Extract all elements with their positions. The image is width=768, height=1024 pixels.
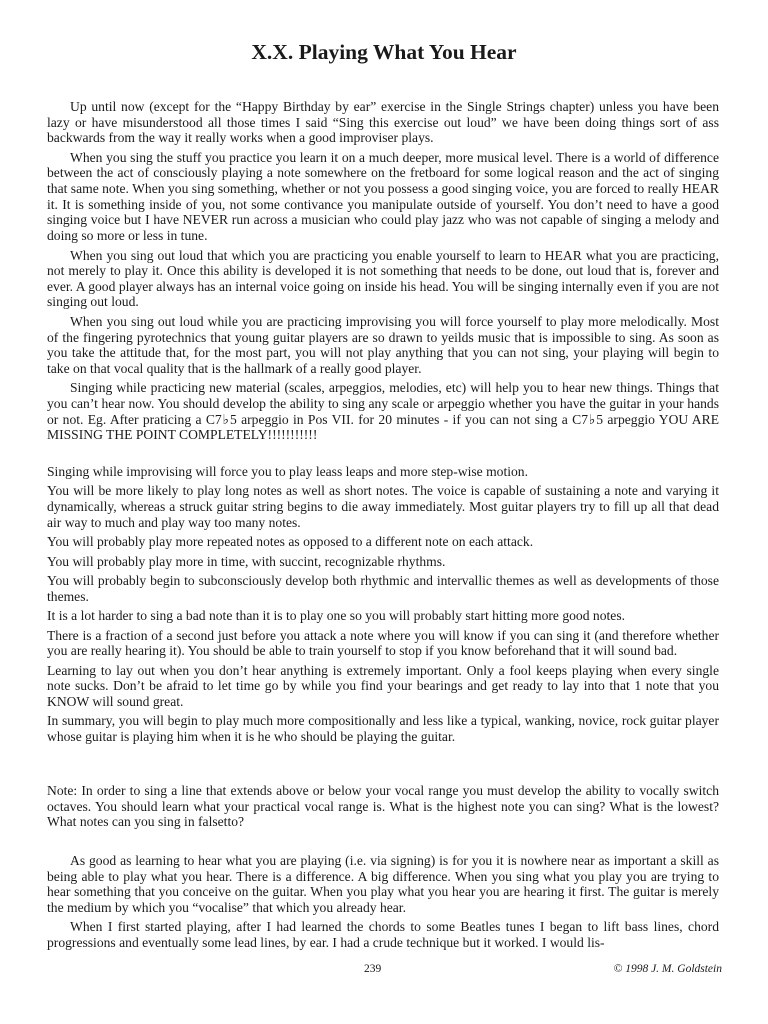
paragraph: When you sing the stuff you practice you learn it on a much deeper, more musical level. There is a world of difference between the act of consciously playing a note somewhere on the fretboard for some logical reason and the act of singing that same note. When you sing something, whether or not you possess a good singing voice, you are forced to really HEAR it. It is something inside of you, not some contivance you manipulate outside of yourself. You don’t need to have a good singing voice but I have NEVER run across a musician who could play jazz who was not capable of singing a melody and doing so more or less in tune.: [47, 149, 719, 243]
copyright-notice: © 1998 J. M. Goldstein: [613, 963, 722, 975]
paragraph: You will probably play more repeated notes as opposed to a different note on each attack.: [47, 534, 534, 550]
paragraph: As good as learning to hear what you are playing (i.e. via signing) is for you it is nowhere near as important a skill as being able to play what you hear. There is a difference. A big difference. When you sing what you play you are trying to hear something that you conceive on the guitar. When you play what you hear you are hearing it first. The guitar is merely the medium by which you “vocalise” that which you already hear.: [47, 853, 719, 915]
note-paragraph: Note: In order to sing a line that extends above or below your vocal range you must develop the ability to vocally switch octaves. You should learn what your practical vocal range is. What is the highest note you can sing? What is the lowest? What notes can you sing in falsetto?: [47, 783, 719, 830]
paragraph: It is a lot harder to sing a bad note than it is to play one so you will probably start hitting more good notes.: [47, 608, 626, 624]
paragraph: In summary, you will begin to play much more compositionally and less like a typical, wanking, novice, rock guitar player whose guitar is playing him when it is he who should be playing the guitar.: [47, 713, 719, 745]
paragraph: When you sing out loud while you are practicing improvising you will force yourself to play more melodically. Most of the fingering pyrotechnics that young guitar players are so drawn to yeilds music that is impossible to sing. As soon as you take the attitude that, for the most part, you will not play anything that you can not sing, your playing will begin to take on that vocal quality that is the hallmark of a really good player.: [47, 314, 719, 376]
paragraph: There is a fraction of a second just before you attack a note where you will know if you can sing it (and therefore whether you are really hearing it). You should be able to train yourself to stop if you know beforehand that it will sound bad.: [47, 627, 719, 659]
play-what-you-hear-section: [47, 853, 719, 955]
note-section: [47, 783, 719, 834]
paragraph: When I first started playing, after I had learned the chords to some Beatles tunes I began to lift bass lines, chord progressions and eventually some lead lines, by ear. I had a crude technique but it worked. I would lis-: [47, 919, 719, 951]
paragraph: You will probably play more in time, with succint, recognizable rhythms.: [47, 553, 446, 569]
benefits-section: [47, 464, 719, 749]
page-title: X.X. Playing What You Hear: [251, 40, 517, 64]
paragraph: Up until now (except for the “Happy Birthday by ear” exercise in the Single Strings chapter) unless you have been lazy or have misunderstood all those times I said “Sing this exercise out loud” we have been doing things sort of ass backwards from the way it really works when a good improviser plays.: [47, 99, 719, 146]
page-number: 239: [364, 963, 382, 975]
paragraph: Singing while improvising will force you to play leass leaps and more step-wise motion.: [47, 464, 528, 479]
paragraph: When you sing out loud that which you are practicing you enable yourself to learn to HEAR what you are practicing, not merely to play it. Once this ability is developed it is not something that needs to be done, out loud that is, forever and ever. A good player always has an internal voice going on inside his head. You will be singing internally even if you are not singing out loud.: [47, 247, 719, 310]
intro-section: [47, 99, 719, 447]
paragraph: You will probably begin to subconsciously develop both rhythmic and intervallic themes as well as developments of those themes.: [47, 573, 719, 604]
paragraph: Learning to lay out when you don’t hear anything is extremely important. Only a fool keeps playing when every single note sucks. Don’t be afraid to let time go by while you find your bearings and get ready to lay into that 1 note that you KNOW will sound great.: [47, 662, 719, 709]
paragraph: Singing while practicing new material (scales, arpeggios, melodies, etc) will help you to hear new things. Things that you can’t hear now. You should develop the ability to sing any scale or arpeggio whether you have the guitar in your hands or not. Eg. After praticing a C7♭5 arpeggio in Pos VII. for 20 minutes - if you can not sing a C7♭5 arpeggio YOU ARE MISSING THE POINT COMPLETELY!!!!!!!!!!!: [47, 380, 719, 443]
paragraph: You will be more likely to play long notes as well as short notes. The voice is capable of sustaining a note and varying it dynamically, whereas a struck guitar string begins to die away immediately. Most guitar players try to fill up all that dead air way to much and play way too many notes.: [47, 483, 719, 530]
